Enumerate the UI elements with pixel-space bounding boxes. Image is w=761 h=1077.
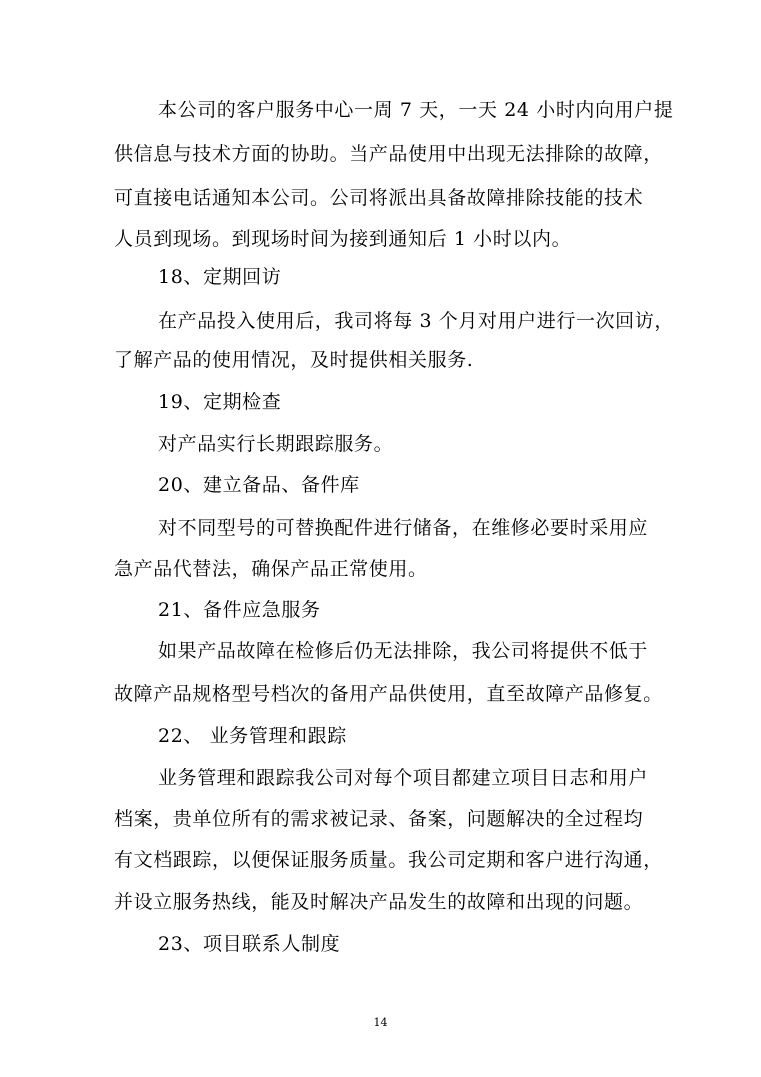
section-heading: 22、 业务管理和跟踪 bbox=[158, 725, 347, 747]
text-line: 急产品代替法，确保产品正常使用。 bbox=[114, 558, 428, 580]
text-line: 对不同型号的可替换配件进行储备，在维修必要时采用应 bbox=[158, 517, 649, 539]
text-line: 对产品实行长期跟踪服务。 bbox=[158, 433, 394, 455]
text-line: 并设立服务热线，能及时解决产品发生的故障和出现的问题。 bbox=[114, 891, 644, 913]
text-line: 故障产品规格型号档次的备用产品供使用，直至故障产品修复。 bbox=[114, 683, 663, 705]
text-line: 业务管理和跟踪我公司对每个项目都建立项目日志和用户 bbox=[158, 767, 649, 789]
text-line: 人员到现场。到现场时间为接到通知后 1 小时以内。 bbox=[114, 228, 572, 250]
section-heading: 18、定期回访 bbox=[158, 266, 282, 288]
text-line: 可直接电话通知本公司。公司将派出具备故障排除技能的技术 bbox=[114, 187, 644, 209]
section-heading: 23、项目联系人制度 bbox=[158, 933, 341, 955]
section-heading: 19、定期检查 bbox=[158, 391, 282, 413]
text-line: 有文档跟踪，以便保证服务质量。我公司定期和客户进行沟通， bbox=[114, 849, 663, 871]
text-line: 如果产品故障在检修后仍无法排除，我公司将提供不低于 bbox=[158, 640, 649, 662]
page-number: 14 bbox=[373, 1016, 388, 1029]
section-heading: 20、建立备品、备件库 bbox=[158, 474, 360, 496]
text-line: 在产品投入使用后，我司将每 3 个月对用户进行一次回访， bbox=[158, 310, 674, 332]
text-line: 供信息与技术方面的协助。当产品使用中出现无法排除的故障， bbox=[114, 143, 663, 165]
text-line: 档案，贵单位所有的需求被记录、备案，问题解决的全过程均 bbox=[114, 808, 644, 830]
text-line: 本公司的客户服务中心一周 7 天，一天 24 小时内向用户提 bbox=[158, 99, 674, 121]
text-line: 了解产品的使用情况，及时提供相关服务. bbox=[114, 349, 474, 371]
section-heading: 21、备件应急服务 bbox=[158, 599, 321, 621]
